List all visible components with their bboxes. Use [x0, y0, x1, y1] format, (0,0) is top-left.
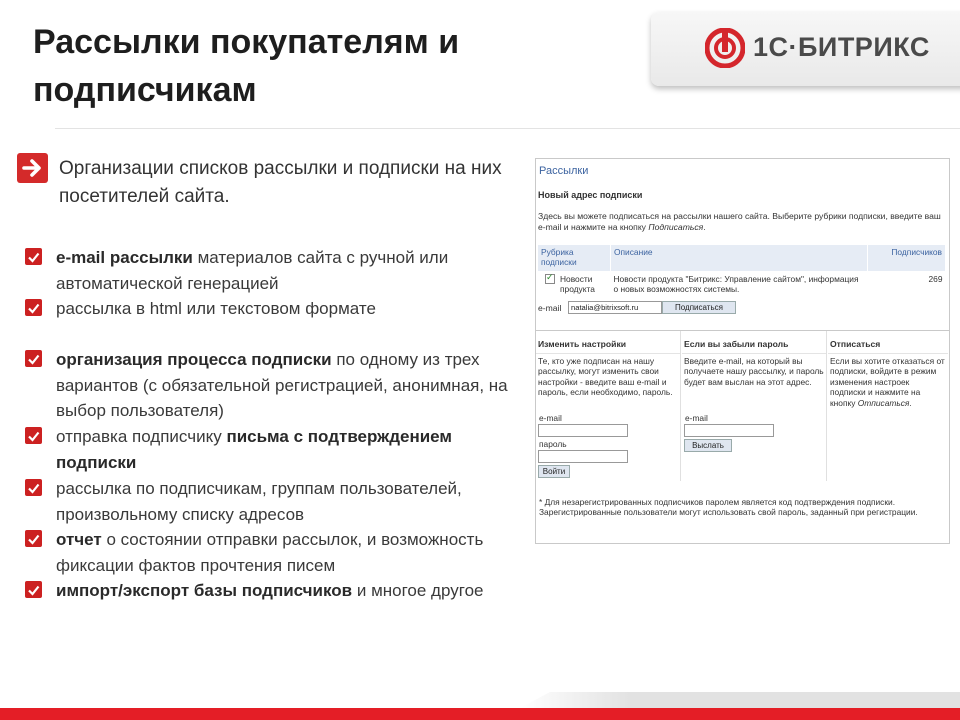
settings-password-input[interactable]: [538, 450, 628, 463]
section-title: Если вы забыли пароль: [682, 331, 826, 354]
logo-panel: [651, 12, 960, 86]
feature-text: материалов сайта с ручной или автоматической генерацией: [56, 248, 449, 293]
checkbox-checked-icon: [25, 299, 42, 316]
feature-item: [25, 476, 515, 527]
feature-text: по одному из трех вариантов (с обязательной регистрацией, анонимная, на выбор пользователя): [56, 350, 508, 421]
section-title: Изменить настройки: [536, 331, 680, 354]
checkbox-checked-icon: [25, 530, 42, 547]
rubric-description: Новости продукта "Битрикс: Управление сайтом", информация о новых возможностях системы.: [613, 274, 859, 294]
slide-title: Рассылки покупателям и подписчикам: [33, 23, 460, 109]
header-description: Описание: [611, 245, 868, 271]
rubric-count: 269: [928, 274, 943, 284]
checkbox-checked-icon: [25, 427, 42, 444]
logo-text: 1С·БИТРИКС: [753, 32, 930, 62]
feature-item: [25, 527, 515, 578]
feature-text: о состоянии отправки рассылок, и возможность фиксации фактов прочтения писем: [56, 530, 484, 575]
feature-bold: письма с подтверждением подписки: [56, 427, 452, 472]
feature-bold: импорт/экспорт базы подписчиков: [56, 581, 353, 600]
feature-text: рассылка в html или текстовом формате: [56, 299, 376, 318]
forgot-password-section: [682, 331, 826, 481]
send-button[interactable]: Выслать: [684, 439, 732, 452]
arrow-right-icon: [17, 153, 48, 183]
checkbox-checked-icon: [25, 248, 42, 265]
footnote: * Для незарегистрированных подписчиков паролем является код подтверждения подписки. Зарегистрированные пользователи могут использовать свой пароль, заданный при регистрации.: [539, 497, 918, 518]
feature-item: [25, 347, 515, 424]
checkbox-checked-icon: [25, 479, 42, 496]
feature-item: [25, 296, 515, 322]
rubric-checkbox[interactable]: [545, 274, 555, 284]
column-divider: [826, 331, 827, 481]
feature-bold: отчет: [56, 530, 102, 549]
footer-bar: [0, 708, 960, 720]
rubric-name: Новости продукта: [560, 274, 595, 294]
checkbox-checked-icon: [25, 581, 42, 598]
column-divider: [680, 331, 681, 481]
feature-text: отправка подписчику: [56, 427, 227, 446]
rubrics-table: [538, 245, 946, 297]
settings-email-input[interactable]: [538, 424, 628, 437]
feature-text: рассылка по подписчикам, группам пользователей, произвольному списку адресов: [56, 479, 462, 524]
forgot-email-input[interactable]: [684, 424, 774, 437]
subscribe-button[interactable]: Подписаться: [662, 301, 736, 314]
panel-description: Здесь вы можете подписаться на рассылки нашего сайта. Выберите рубрики подписки, введите ваш e-mail и нажмите на кнопку Подписаться.: [538, 211, 941, 232]
email-label: e-mail: [538, 303, 562, 313]
panel-subtitle: Новый адрес подписки: [538, 190, 643, 200]
login-button[interactable]: Войти: [538, 465, 570, 478]
feature-item: [25, 245, 515, 296]
feature-item: [25, 578, 515, 604]
email-input[interactable]: natalia@bitrixsoft.ru: [568, 301, 662, 314]
feature-text: и многое другое: [352, 581, 484, 600]
section-title: Отписаться: [828, 331, 948, 354]
section-text: Те, кто уже подписан на нашу рассылку, могут изменить свои настройки - введите ваш e-mail и пароль, если необходимо, пароль.: [538, 356, 673, 398]
password-label: пароль: [539, 439, 567, 449]
panel-title: Рассылки: [539, 165, 589, 177]
feature-item: [25, 424, 515, 475]
divider: [55, 128, 960, 129]
header-rubric: Рубрика подписки: [538, 245, 611, 271]
section-text: Если вы хотите отказаться от подписки, войдите в режим изменения настроек подписки и нажмите на кнопку Отписаться.: [830, 356, 945, 408]
unsubscribe-section: [828, 331, 948, 481]
email-label: e-mail: [539, 413, 562, 423]
table-row: [538, 271, 946, 297]
intro-text: Организации списков рассылки и подписки на них посетителей сайта.: [59, 158, 502, 207]
footer-ramp: [520, 692, 960, 708]
checkbox-checked-icon: [25, 350, 42, 367]
section-text: Введите e-mail, на который вы получаете нашу рассылку, и пароль будет вам выслан на этот адрес.: [684, 356, 824, 387]
header-subscribers: Подписчиков: [868, 245, 946, 271]
email-label: e-mail: [685, 413, 708, 423]
subscription-screenshot: [535, 158, 950, 544]
feature-bold: организация процесса подписки: [56, 350, 332, 369]
feature-bold: e-mail рассылки: [56, 248, 193, 267]
bitrix-logo-icon: [705, 28, 745, 68]
